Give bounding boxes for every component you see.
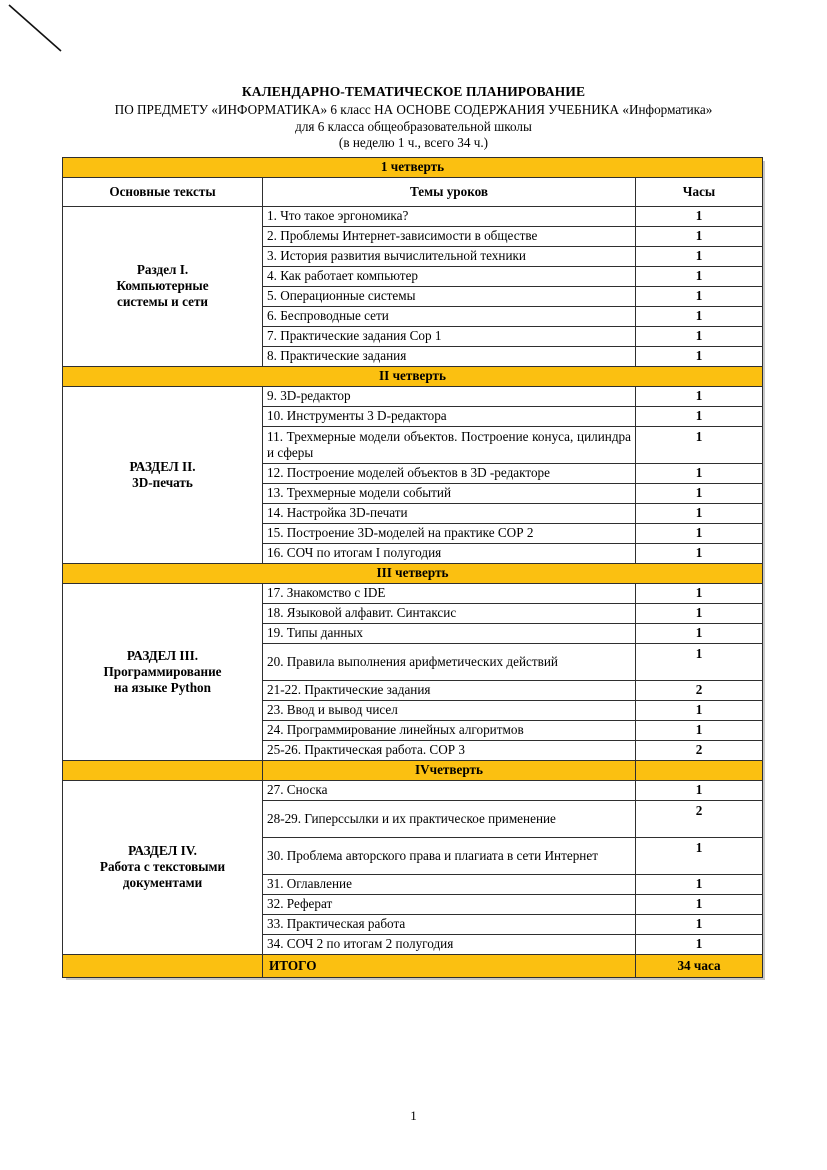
corner-diagonal-mark [8,4,64,52]
topic-cell: 10. Инструменты 3 D-редактора [263,406,636,426]
page-number: 1 [410,1108,417,1123]
total-label: ИТОГО [263,954,636,977]
section-line: 3D-печать [132,474,193,490]
hours-cell: 2 [636,680,763,700]
topic-cell: 2. Проблемы Интернет-зависимости в обществе [263,226,636,246]
section-line: Раздел I. [136,262,189,278]
hours-cell: 1 [636,426,763,463]
hours-cell: 1 [636,326,763,346]
topic-cell: 6. Беспроводные сети [263,306,636,326]
section-line: Работа с текстовыми [99,859,226,875]
quarter-banner-row [63,563,763,583]
topic-cell: 11. Трехмерные модели объектов. Построение конуса, цилиндра и сферы [263,426,636,463]
quarter-banner-2: II четверть [63,366,763,386]
section-line: РАЗДЕЛ IV. [128,843,197,859]
column-header-hours: Часы [636,177,763,206]
section-line: документами [122,875,203,891]
section-cell-1 [63,206,263,366]
topic-cell: 4. Как работает компьютер [263,266,636,286]
hours-cell: 2 [636,800,763,837]
hours-cell: 1 [636,226,763,246]
hours-cell: 1 [636,643,763,680]
topic-cell: 8. Практические задания [263,346,636,366]
topic-cell: 9. 3D-редактор [263,386,636,406]
hours-cell: 1 [636,246,763,266]
hours-cell: 1 [636,503,763,523]
section-line: Компьютерные [116,278,209,294]
hours-cell: 1 [636,406,763,426]
quarter-banner-4-right [636,760,763,780]
topic-cell: 20. Правила выполнения арифметических действий [263,643,636,680]
hours-line: (в неделю 1 ч., всего 34 ч.) [338,135,489,151]
topic-cell: 15. Построение 3D-моделей на практике СОР 2 [263,523,636,543]
section-line: на языке Python [114,679,211,695]
hours-cell: 1 [636,583,763,603]
grade-line: для 6 класса общеобразовательной школы [295,118,532,134]
column-header-row [63,177,763,206]
section-cell-3 [63,583,263,760]
section-line: Программирование [103,663,222,679]
topic-cell: 31. Оглавление [263,874,636,894]
hours-cell: 1 [636,346,763,366]
topic-cell: 16. СОЧ по итогам I полугодия [263,543,636,563]
page-title: КАЛЕНДАРНО-ТЕМАТИЧЕСКОЕ ПЛАНИРОВАНИЕ [241,84,586,99]
topic-cell: 19. Типы данных [263,623,636,643]
hours-cell: 1 [636,523,763,543]
quarter-banner-row [63,760,763,780]
table-row [63,583,763,603]
section-cell-2 [63,386,263,563]
topic-cell: 21-22. Практические задания [263,680,636,700]
hours-cell: 1 [636,306,763,326]
table-row [63,386,763,406]
quarter-banner-4-left [63,760,263,780]
hours-cell: 1 [636,543,763,563]
hours-cell: 1 [636,837,763,874]
section-cell-4 [63,780,263,954]
total-row [63,954,763,977]
topic-cell: 25-26. Практическая работа. СОР 3 [263,740,636,760]
topic-cell: 5. Операционные системы [263,286,636,306]
topic-cell: 18. Языковой алфавит. Синтаксис [263,603,636,623]
topic-cell: 14. Настройка 3D-печати [263,503,636,523]
table-row [63,780,763,800]
hours-cell: 1 [636,463,763,483]
hours-cell: 1 [636,874,763,894]
document-heading [62,84,765,151]
quarter-banner-row [63,366,763,386]
topic-cell: 34. СОЧ 2 по итогам 2 полугодия [263,934,636,954]
total-value: 34 часа [636,954,763,977]
hours-cell: 1 [636,894,763,914]
hours-cell: 1 [636,483,763,503]
table-body [63,157,763,977]
section-line: системы и сети [116,294,209,310]
table-row [63,206,763,226]
column-header-topics: Темы уроков [263,177,636,206]
hours-cell: 1 [636,266,763,286]
hours-cell: 1 [636,206,763,226]
column-header-texts: Основные тексты [63,177,263,206]
hours-cell: 2 [636,740,763,760]
topic-cell: 32. Реферат [263,894,636,914]
topic-cell: 13. Трехмерные модели событий [263,483,636,503]
hours-cell: 1 [636,386,763,406]
quarter-banner-3: III четверть [63,563,763,583]
total-blank-cell [63,954,263,977]
topic-cell: 17. Знакомство с IDE [263,583,636,603]
quarter-banner-4: IVчетверть [263,760,636,780]
document-content [62,84,765,978]
quarter-banner-row [63,157,763,177]
calendar-thematic-planning-table [62,157,763,978]
topic-cell: 12. Построение моделей объектов в 3D -редакторе [263,463,636,483]
section-line: РАЗДЕЛ III. [126,647,199,663]
hours-cell: 1 [636,286,763,306]
hours-cell: 1 [636,720,763,740]
topic-cell: 7. Практические задания Сор 1 [263,326,636,346]
topic-cell: 30. Проблема авторского права и плагиата в сети Интернет [263,837,636,874]
topic-cell: 33. Практическая работа [263,914,636,934]
topic-cell: 24. Программирование линейных алгоритмов [263,720,636,740]
hours-cell: 1 [636,934,763,954]
hours-cell: 1 [636,623,763,643]
hours-cell: 1 [636,700,763,720]
section-line: РАЗДЕЛ II. [129,458,196,474]
topic-cell: 3. История развития вычислительной техники [263,246,636,266]
topic-cell: 23. Ввод и вывод чисел [263,700,636,720]
hours-cell: 1 [636,780,763,800]
topic-cell: 27. Сноска [263,780,636,800]
quarter-banner-1: 1 четверть [63,157,763,177]
hours-cell: 1 [636,914,763,934]
subject-line: ПО ПРЕДМЕТУ «ИНФОРМАТИКА» 6 класс НА ОСНОВЕ СОДЕРЖАНИЯ УЧЕБНИКА «Информатика» [114,101,713,117]
topic-cell: 1. Что такое эргономика? [263,206,636,226]
hours-cell: 1 [636,603,763,623]
topic-cell: 28-29. Гиперссылки и их практическое применение [263,800,636,837]
